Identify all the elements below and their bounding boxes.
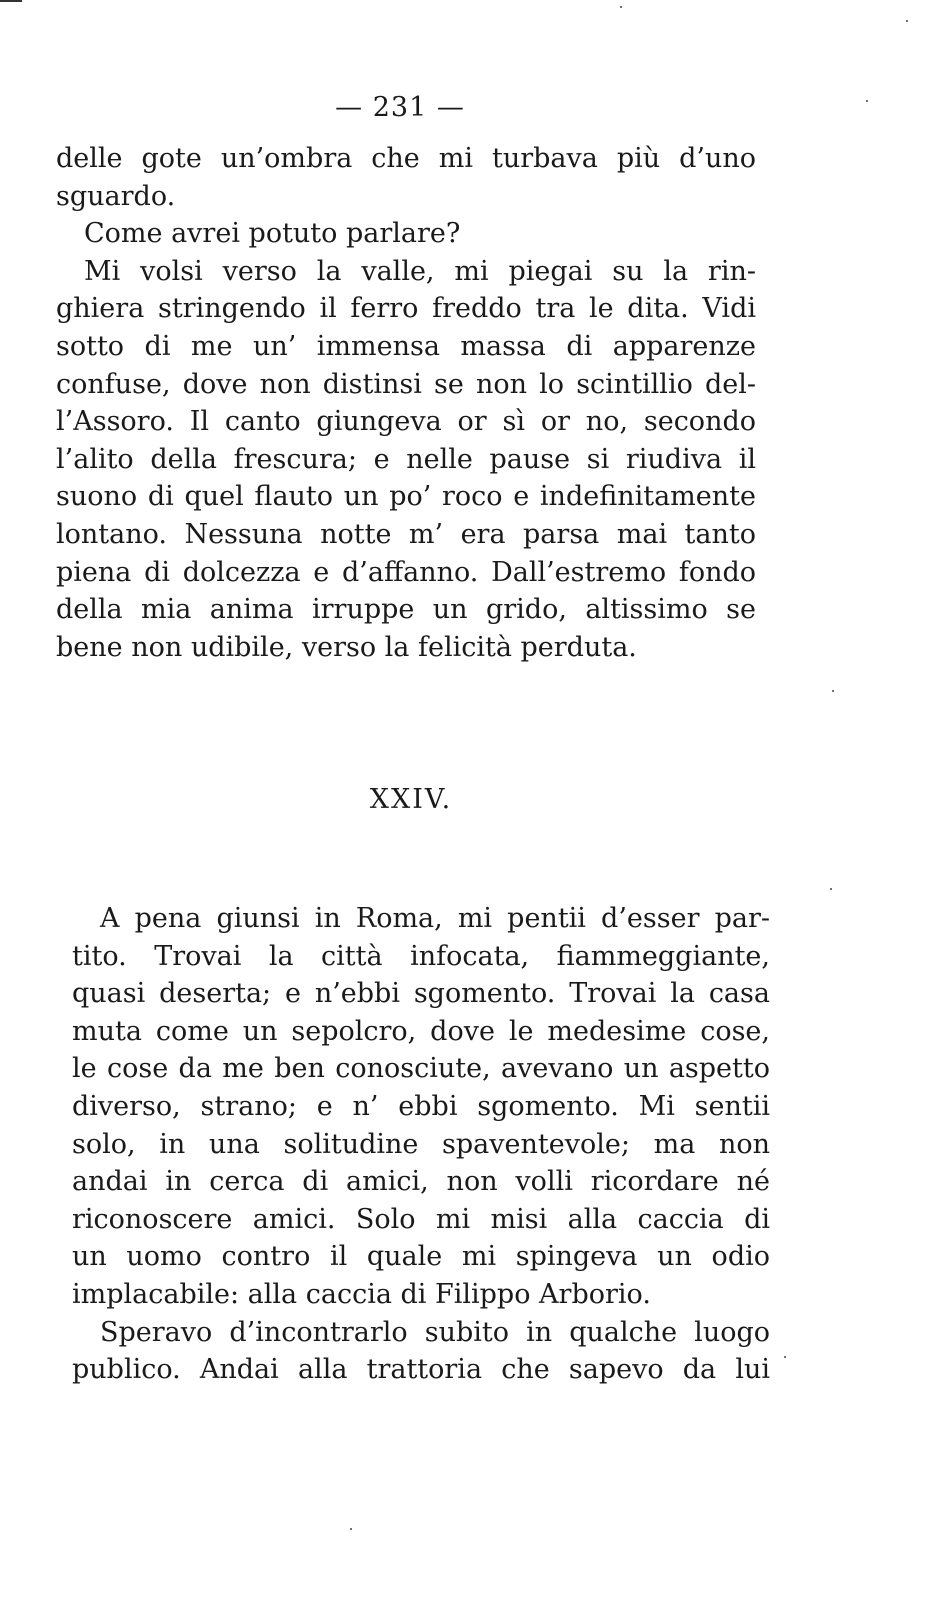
- text-line: suono di quel flauto un po’ roco e indefinitamente: [56, 481, 756, 513]
- text-line: piena di dolcezza e d’affanno. Dall’estremo fondo: [56, 556, 756, 588]
- text-line: un uomo contro il quale mi spingeva un odio: [72, 1241, 770, 1273]
- text-block-bottom: [72, 900, 770, 1389]
- text-line: sotto di me un’ immensa massa di apparenze: [56, 330, 756, 362]
- scan-speck: [784, 1356, 786, 1358]
- scan-edge-mark: [0, 0, 22, 2]
- text-line: solo, in una solitudine spaventevole; ma non: [72, 1128, 770, 1160]
- text-line: sguardo.: [56, 180, 176, 212]
- chapter-heading: XXIV.: [369, 784, 453, 815]
- scan-speck: [620, 6, 622, 8]
- text-line: tito. Trovai la città infocata, fiammeggiante,: [72, 940, 770, 972]
- text-line: quasi deserta; e n’ebbi sgomento. Trovai la casa: [72, 978, 770, 1010]
- text-line: lontano. Nessuna notte m’ era parsa mai tanto: [56, 518, 756, 550]
- text-line: ghiera stringendo il ferro freddo tra le dita. Vidi: [56, 293, 756, 325]
- text-line: Come avrei potuto parlare?: [84, 218, 461, 250]
- text-line: Mi volsi verso la valle, mi piegai su la rin-: [84, 255, 756, 287]
- text-line: publico. Andai alla trattoria che sapevo da lui: [72, 1354, 770, 1386]
- text-line: della mia anima irruppe un grido, altissimo se: [56, 594, 756, 626]
- text-line: muta come un sepolcro, dove le medesime cose,: [72, 1015, 770, 1047]
- text-line: diverso, strano; e n’ ebbi sgomento. Mi sentii: [72, 1090, 770, 1122]
- text-line: andai in cerca di amici, non volli ricordare né: [72, 1166, 770, 1198]
- text-line: l’Assoro. Il canto giungeva or sì or no, secondo: [56, 406, 756, 438]
- scan-speck: [350, 1528, 352, 1530]
- text-line: bene non udibile, verso la felicità perduta.: [56, 631, 637, 663]
- scan-speck: [866, 100, 868, 102]
- scan-speck: [830, 888, 832, 890]
- text-line: le cose da me ben conosciute, avevano un aspetto: [72, 1053, 770, 1085]
- text-line: A pena giunsi in Roma, mi pentii d’esser par-: [100, 903, 770, 934]
- page-number: — 231 —: [335, 92, 465, 123]
- text-line: riconoscere amici. Solo mi misi alla caccia di: [72, 1203, 770, 1235]
- scan-speck: [906, 20, 908, 22]
- text-block-top: [56, 140, 756, 666]
- text-line: l’alito della frescura; e nelle pause si riudiva il: [56, 443, 756, 475]
- scan-speck: [832, 690, 834, 692]
- text-line: implacabile: alla caccia di Filippo Arborio.: [72, 1278, 651, 1310]
- text-line: confuse, dove non distinsi se non lo scintillio del-: [56, 368, 756, 400]
- text-line: Speravo d’incontrarlo subito in qualche luogo: [100, 1316, 770, 1348]
- text-line: delle gote un’ombra che mi turbava più d’uno: [56, 143, 756, 174]
